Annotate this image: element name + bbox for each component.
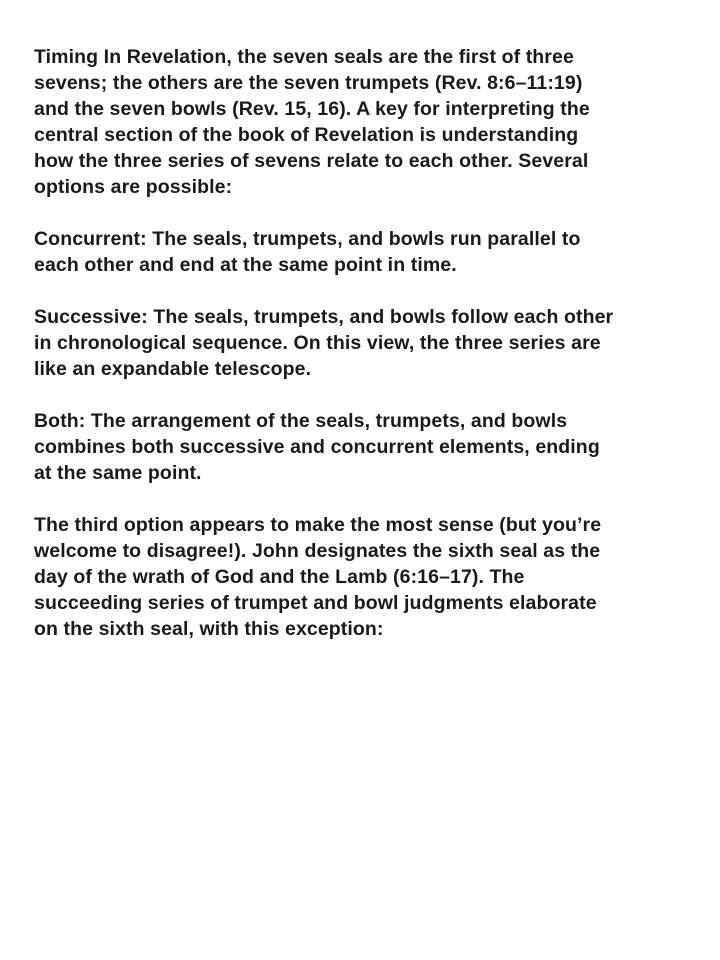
paragraph-conclusion: The third option appears to make the most sense (but you’re welcome to disagree!). John designates the sixth seal as the day of the wrath of God and the Lamb (6:16–17). The succeeding series of trumpet and bowl judgments elaborate on the sixth seal, with this exception: — [34, 514, 602, 640]
paragraph-both: Both: The arrangement of the seals, trumpets, and bowls combines both successive and concurrent elements, ending at the same point. — [34, 410, 600, 484]
paragraph-concurrent: Concurrent: The seals, trumpets, and bowls run parallel to each other and end at the same point in time. — [34, 228, 581, 276]
paragraph-successive: Successive: The seals, trumpets, and bowls follow each other in chronological sequence. On this view, the three series are like an expandable telescope. — [34, 306, 614, 380]
body-text — [34, 44, 694, 668]
paragraph-intro: Timing In Revelation, the seven seals are the first of three sevens; the others are the seven trumpets (Rev. 8:6–11:19) and the seven bowls (Rev. 15, 16). A key for interpreting the central section of the book of Revelation is understanding how the three series of sevens relate to each other. Several options are possible: — [34, 46, 590, 198]
